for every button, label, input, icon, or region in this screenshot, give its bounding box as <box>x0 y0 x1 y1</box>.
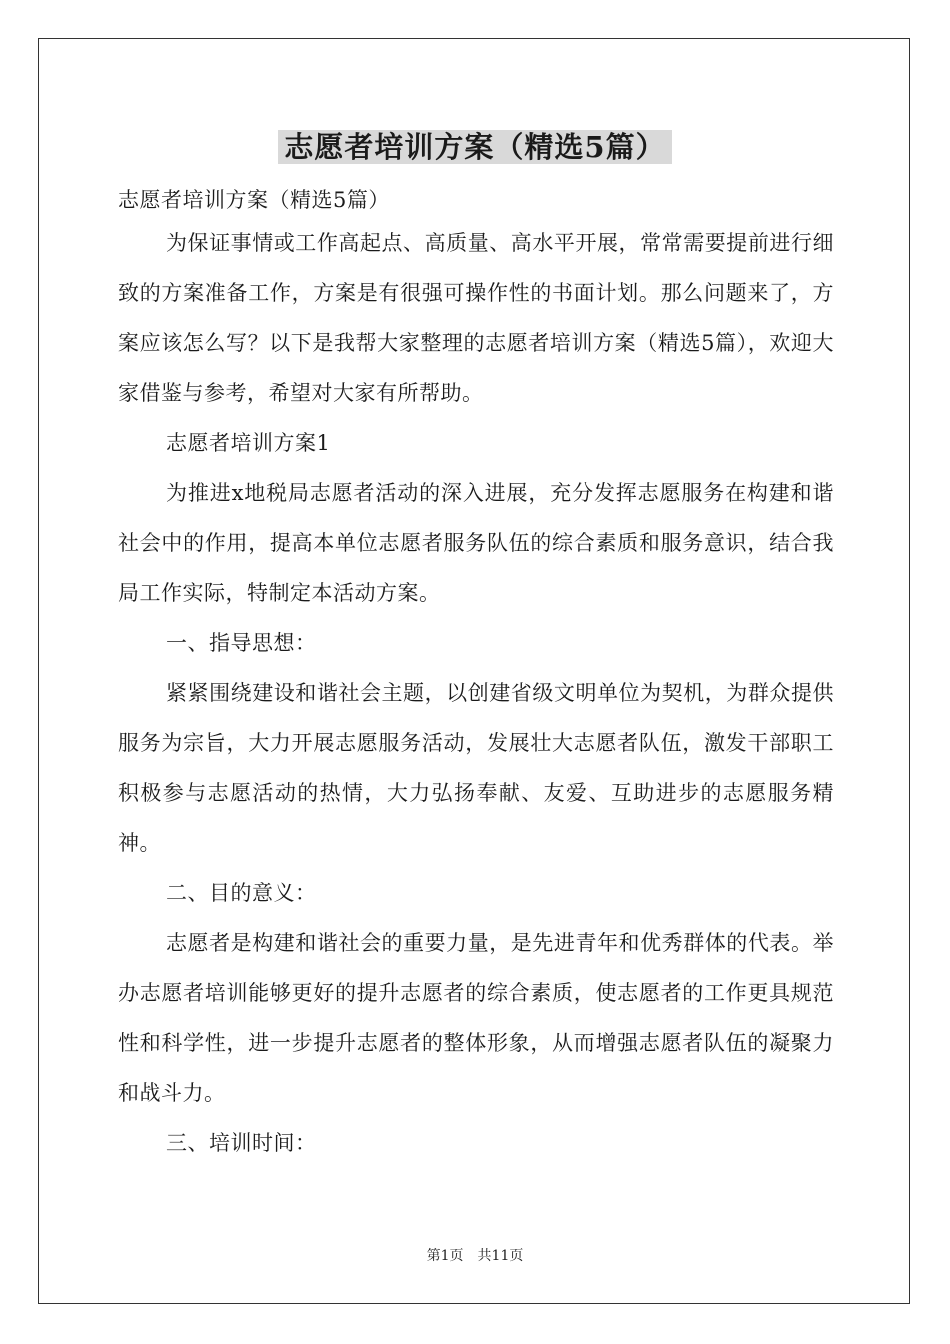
subtitle-paragraph: 志愿者培训方案（精选5篇） <box>118 188 390 212</box>
document-title: 志愿者培训方案（精选5篇） <box>0 126 950 168</box>
plan-1-paragraph: 为推进x地税局志愿者活动的深入进展，充分发挥志愿服务在构建和谐社会中的作用，提高本单位志愿者服务队伍的综合素质和服务意识，结合我局工作实际，特制定本活动方案。 <box>118 481 834 605</box>
section-heading-training-time: 三、培训时间： <box>166 1131 317 1155</box>
intro-paragraph: 为保证事情或工作高起点、高质量、高水平开展，常常需要提前进行细致的方案准备工作，方案是有很强可操作性的书面计划。那么问题来了，方案应该怎么写？以下是我帮大家整理的志愿者培训方案（精选5篇），欢迎大家借鉴与参考，希望对大家有所帮助。 <box>118 231 834 405</box>
section-heading-guiding-ideology: 一、指导思想： <box>166 631 317 655</box>
guiding-ideology-paragraph: 紧紧围绕建设和谐社会主题，以创建省级文明单位为契机，为群众提供服务为宗旨，大力开展志愿服务活动，发展壮大志愿者队伍，激发干部职工积极参与志愿活动的热情，大力弘扬奉献、友爱、互助进步的志愿服务精神。 <box>118 681 834 855</box>
section-heading-plan-1: 志愿者培训方案1 <box>166 431 331 455</box>
page-footer <box>0 1246 950 1266</box>
page-number-total: 共11页 <box>477 1248 524 1264</box>
document-body <box>118 180 834 1168</box>
purpose-paragraph: 志愿者是构建和谐社会的重要力量，是先进青年和优秀群体的代表。举办志愿者培训能够更好的提升志愿者的综合素质，使志愿者的工作更具规范性和科学性，进一步提升志愿者的整体形象，从而增强志愿者队伍的凝聚力和战斗力。 <box>118 931 834 1105</box>
page-number-current: 第1页 <box>426 1248 464 1264</box>
section-heading-purpose: 二、目的意义： <box>166 881 317 905</box>
